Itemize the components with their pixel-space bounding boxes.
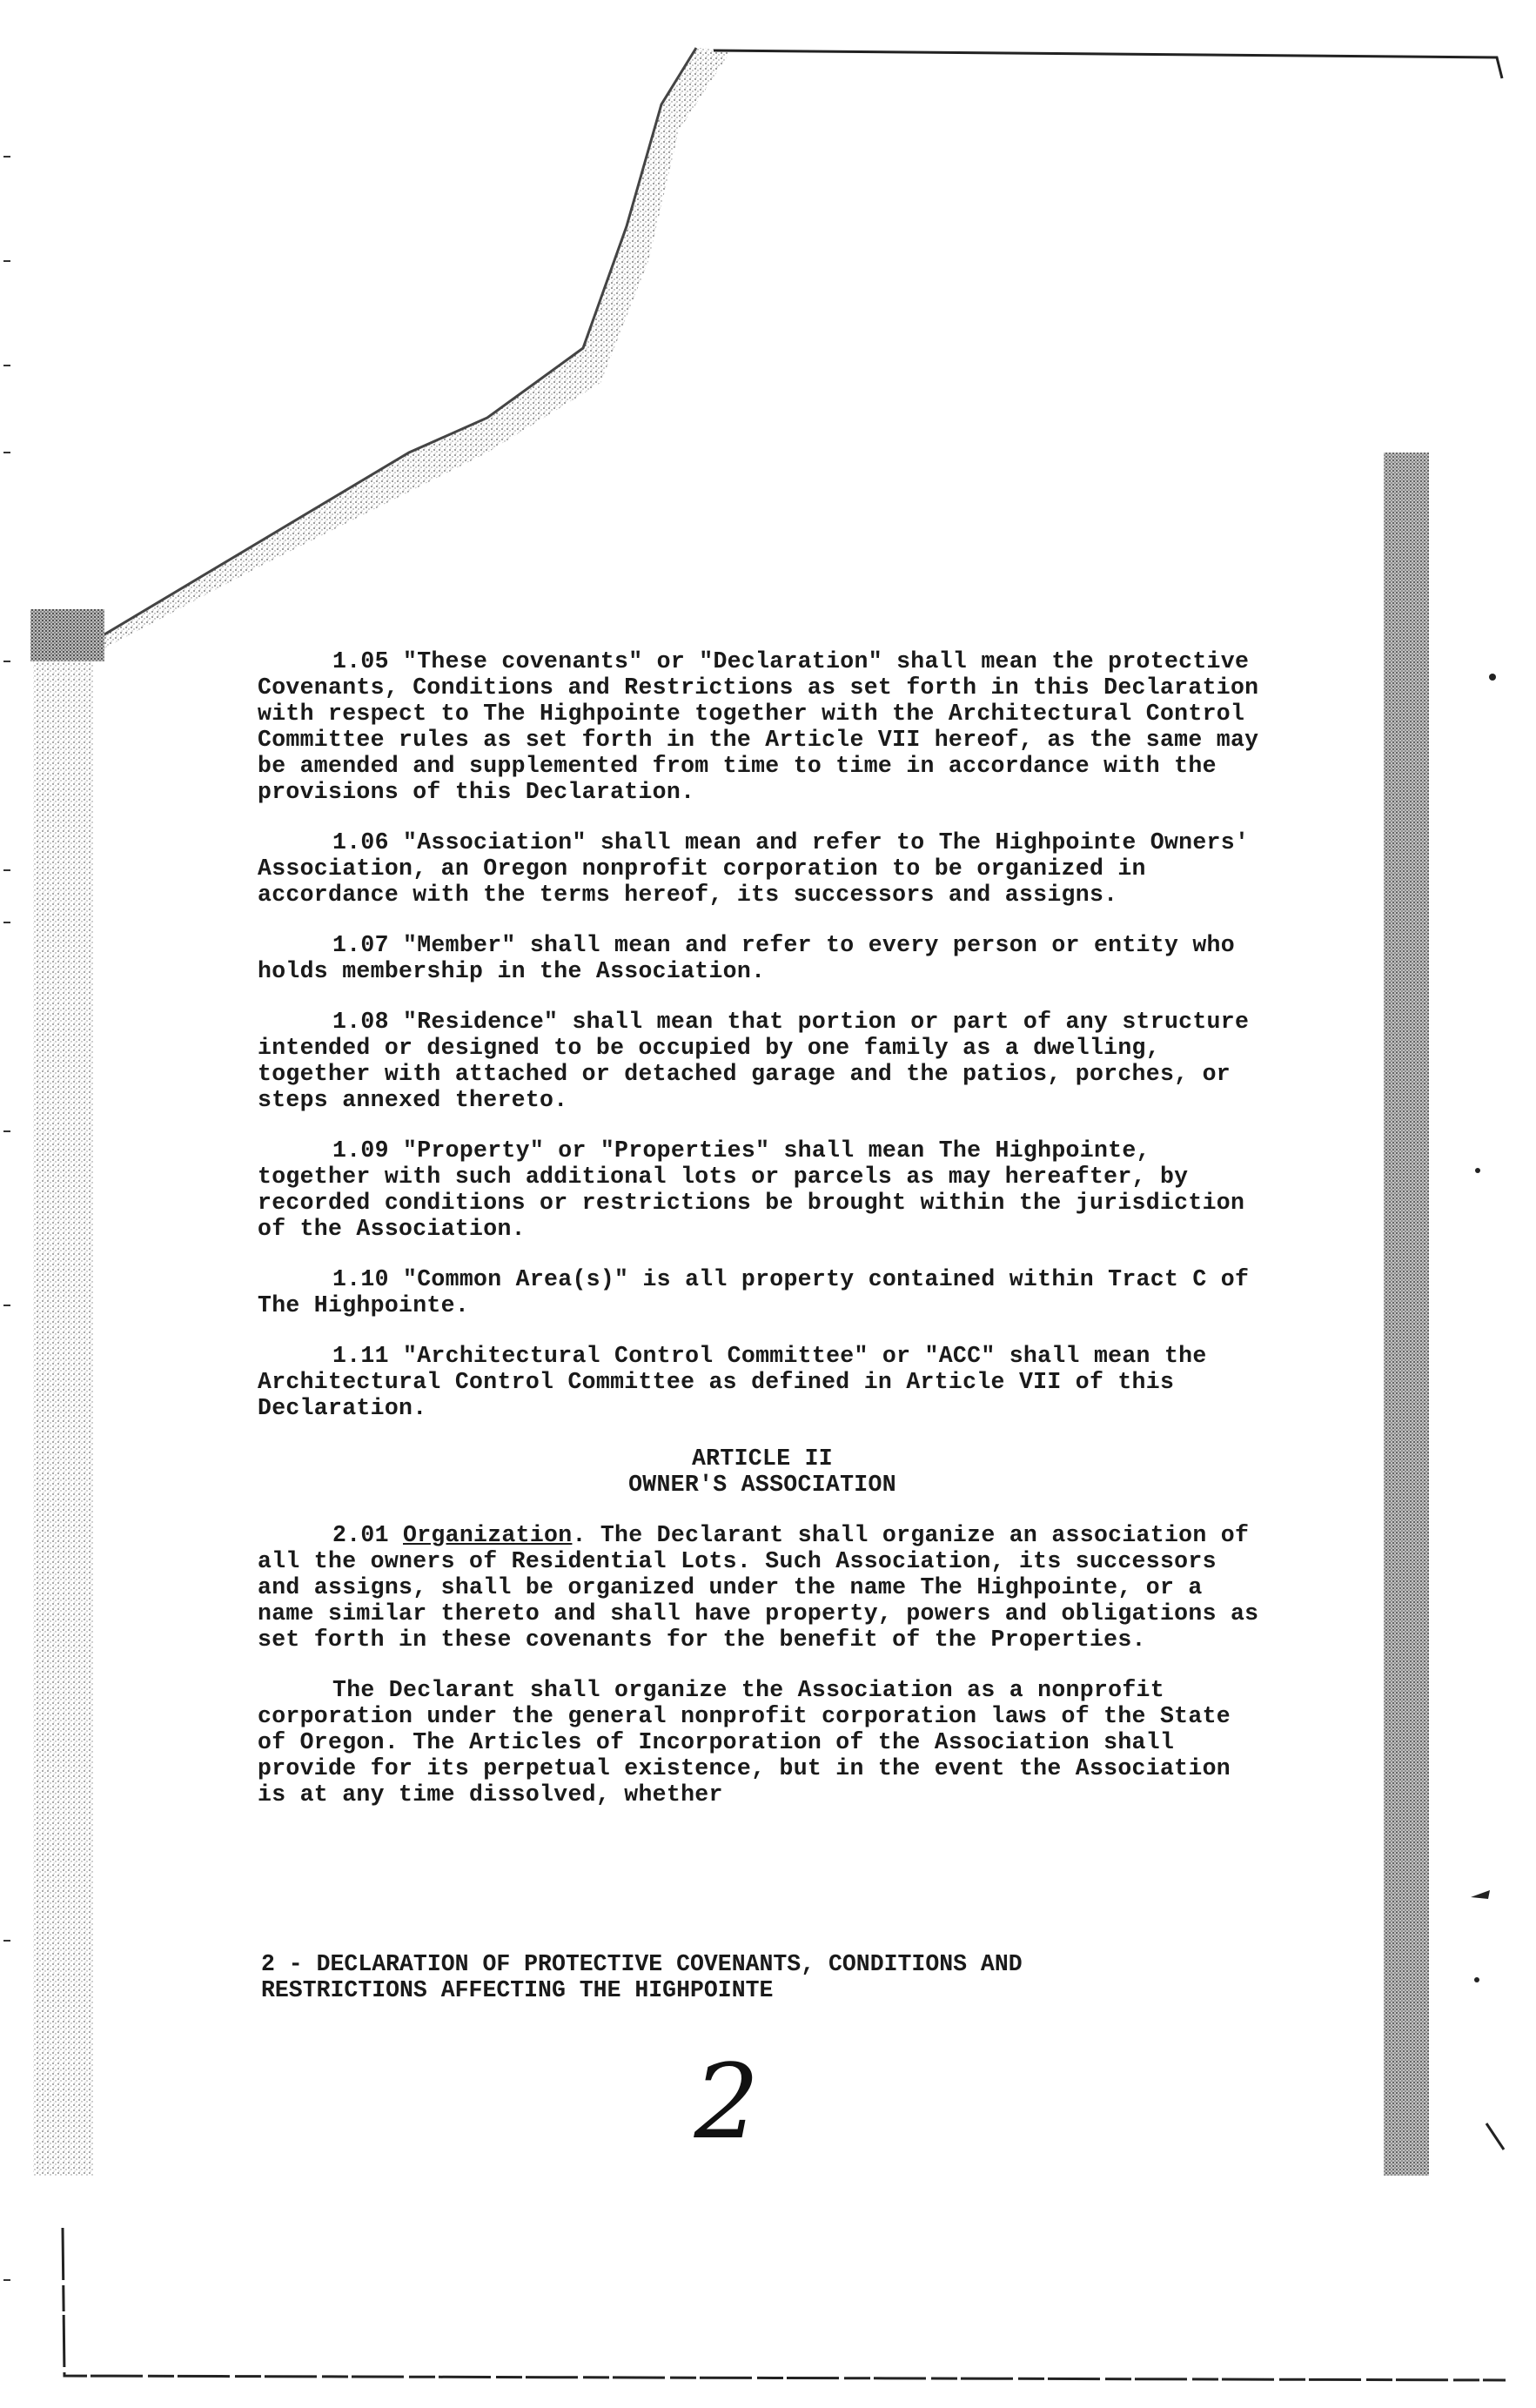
- paragraph-1-07: 1.07 "Member" shall mean and refer to every person or entity who holds membership in the Association.: [258, 932, 1235, 984]
- paragraph-1-08: 1.08 "Residence" shall mean that portion or part of any structure intended or designed to be occupied by one family as a dwelling, together with attached or detached garage and the patios, porches, or steps annexed thereto.: [258, 1009, 1250, 1113]
- paragraph-1-11: 1.11 "Architectural Control Committee" or "ACC" shall mean the Architectural Control Committee as defined in Article VII of this Declaration.: [258, 1343, 1207, 1421]
- article-number: ARTICLE II: [691, 1445, 834, 1472]
- section-heading: Organization: [403, 1522, 573, 1548]
- paragraph-1-06: 1.06 "Association" shall mean and refer to The Highpointe Owners' Association, an Oregon nonprofit corporation to be organized in accordance with the terms hereof, its successors and assigns.: [258, 829, 1250, 908]
- paragraph-2-01-continued: The Declarant shall organize the Association as a nonprofit corporation under the general nonprofit corporation laws of the State of Oregon. The Articles of Incorporation of the Association shall provide for its perpetual existence, but in the event the Association is at any time dissolved, whether: [258, 1677, 1231, 1808]
- left-margin-marks: [3, 157, 10, 2280]
- article-heading: [258, 1445, 1267, 1498]
- article-title: OWNER'S ASSOCIATION: [628, 1472, 896, 1498]
- top-border: [714, 50, 1502, 78]
- left-dark-corner: [30, 609, 104, 661]
- paragraph-1-05: 1.05 "These covenants" or "Declaration" shall mean the protective Covenants, Conditions and Restrictions as set forth in this Declaration with respect to The Highpointe together with the Architectural Control Committee rules as set forth in the Article VII hereof, as the same may be amended and supplemented from time to time in accordance with the provisions of this Declaration.: [258, 648, 1259, 805]
- handwritten-page-number: 2: [694, 2042, 760, 2162]
- document-body: [258, 648, 1267, 1832]
- paragraph-1-10: 1.10 "Common Area(s)" is all property contained within Tract C of The Highpointe.: [258, 1266, 1250, 1318]
- section-number: 2.01: [332, 1522, 389, 1548]
- page-footer: [261, 1951, 1271, 2003]
- bottom-border: [63, 2228, 1506, 2380]
- left-edge-strip: [33, 627, 94, 2176]
- section-text: . The Declarant shall organize an association of all the owners of Residential Lots. Such Association, its successors and assigns, shall be organized under the name The Highpointe, or a name similar thereto and shall have property, powers and obligations as set forth in these covenants for the benefit of the Properties.: [258, 1522, 1259, 1653]
- right-margin-marks: [1471, 674, 1504, 2150]
- folded-corner-edge: [96, 48, 696, 640]
- footer-line-2: RESTRICTIONS AFFECTING THE HIGHPOINTE: [261, 1977, 774, 2003]
- folded-corner-shadow: [96, 48, 731, 648]
- paragraph-1-09: 1.09 "Property" or "Properties" shall mean The Highpointe, together with such additional lots or parcels as may hereafter, by recorded conditions or restrictions be brought within the jurisdiction of the Association.: [258, 1137, 1245, 1242]
- paragraph-2-01: [258, 1522, 1267, 1653]
- footer-line-1: 2 - DECLARATION OF PROTECTIVE COVENANTS, CONDITIONS AND: [261, 1951, 1023, 1977]
- right-edge-strip: [1384, 453, 1429, 2176]
